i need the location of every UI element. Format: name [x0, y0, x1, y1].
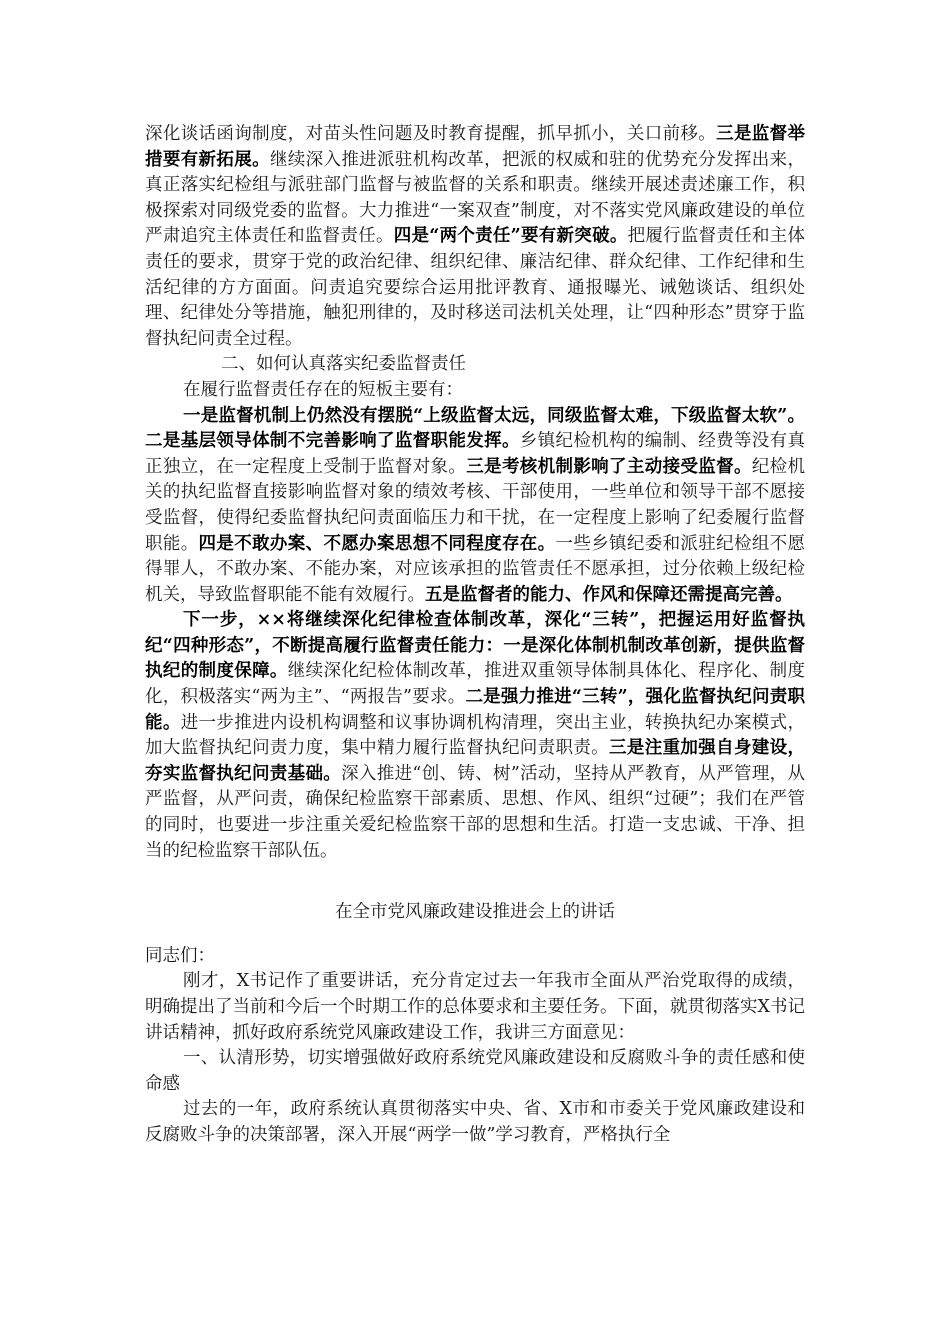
bold-run: 下一步，××将继续深化纪律检查体制改革，深化“三转”，把握运用好监督执纪“四种形态”，不断提高履行监督责任能力：一是深化体制机制改革创新，提供监督执纪的制度保障。 [145, 610, 805, 682]
text-run: 进一步推进内设机构调整和议事协调机构清理，突出主业，转换执纪办案模式，加大监督执纪问责力度，集中精力履行监督执纪问责职责。 [145, 712, 806, 759]
text-run: 深化谈话函询制度，对苗头性问题及时教育提醒，抓早抓小，关口前移。 [145, 124, 717, 144]
paragraph-next-steps [145, 608, 805, 864]
text-run: 继续深化纪检体制改革，推进双重领导体制具体化、程序化、制度化，积极落实“两为主”、“两报告”要求。 [145, 661, 806, 708]
paragraph-supervision-measures [145, 122, 805, 352]
text-run: 把履行监督责任和主体责任的要求，贯穿于党的政治纪律、组织纪律、廉洁纪律、群众纪律、工作纪律和生活纪律的方方面面。问责追究要综合运用批评教育、通报曝光、诫勉谈话、组织处理、纪律处分等措施，触犯刑律的，及时移送司法机关处理，让“四种形态”贯穿于监督执纪问责全过程。 [145, 226, 806, 349]
speech-title: 在全市党风廉政建设推进会上的讲话 [335, 902, 615, 923]
bold-run: 三是注重加强自身建设，夯实监督执纪问责基础。 [145, 738, 806, 784]
paragraph-opening: 刚才，X书记作了重要讲话，充分肯定过去一年我市全面从严治党取得的成绩，明确提出了当前和今后一个时期工作的总体要求和主要任务。下面，就贯彻落实X书记讲话精神，抓好政府系统党风廉政建设工作，我讲三方面意见： [145, 971, 805, 1043]
paragraph-shortcomings [145, 404, 805, 609]
text-run: 纪检机关的执纪监督直接影响监督对象的绩效考核、干部使用，一些单位和领导干部不愿接受监督，使得纪委监督执纪问责面临压力和干扰，在一定程度上影响了纪委履行监督职能。 [145, 456, 806, 554]
bold-run: 三是监督举措要有新拓展。 [145, 124, 805, 170]
bold-run: 四是不敢办案、不愿办案思想不同程度存在。 [198, 533, 556, 554]
document-page [145, 122, 805, 1149]
text-run: 乡镇纪检机构的编制、经费等没有真正独立，在一定程度上受制于监督对象。 [145, 431, 806, 477]
bold-run: 二是强力推进“三转”，强化监督执纪问责职能。 [145, 687, 805, 733]
bold-run: 五是监督者的能力、作风和保障还需提高完善。 [425, 584, 793, 605]
greeting: 同志们： [145, 945, 215, 966]
section-heading-1: 一、认清形势，切实增强做好政府系统党风廉政建设和反腐败斗争的责任感和使命感 [145, 1048, 805, 1094]
text-run: 继续深入推进派驻机构改革，把派的权威和驻的优势充分发挥出来，真正落实纪检组与派驻部门监督与被监督的关系和职责。继续开展述责述廉工作，积极探索对同级党委的监督。大力推进“一案双查”制度，对不落实党风廉政建设的单位严肃追究主体责任和监督责任。 [145, 149, 806, 247]
text-run: 深入推进“创、铸、树”活动，坚持从严教育，从严管理，从严监督，从严问责，确保纪检监察干部素质、思想、作风、组织“过硬”；我们在严管的同时，也要进一步注重关爱纪检监察干部的思想和生活。打造一支忠诚、干净、担当的纪检监察干部队伍。 [145, 763, 805, 861]
paragraph-review: 过去的一年，政府系统认真贯彻落实中央、省、X市和市委关于党风廉政建设和反腐败斗争的决策部署，深入开展“两学一做”学习教育，严格执行全 [145, 1099, 805, 1145]
bold-run: 三是考核机制影响了主动接受监督。 [466, 456, 752, 477]
paragraph-shortcomings-intro: 在履行监督责任存在的短板主要有： [183, 379, 463, 400]
bold-run: 一是监督机制上仍然没有摆脱“上级监督太远，同级监督太难，下级监督太软”。二是基层领导体制不完善影响了监督职能发挥。 [145, 405, 805, 452]
bold-run: 四是“两个责任”要有新突破。 [393, 226, 628, 247]
section-heading-2: 二、如何认真落实纪委监督责任 [221, 354, 466, 375]
text-run: 一些乡镇纪委和派驻纪检组不愿得罪人，不敢办案、不能办案，对应该承担的监管责任不愿承担，过分依赖上级纪检机关，导致监督职能不能有效履行。 [145, 533, 806, 605]
